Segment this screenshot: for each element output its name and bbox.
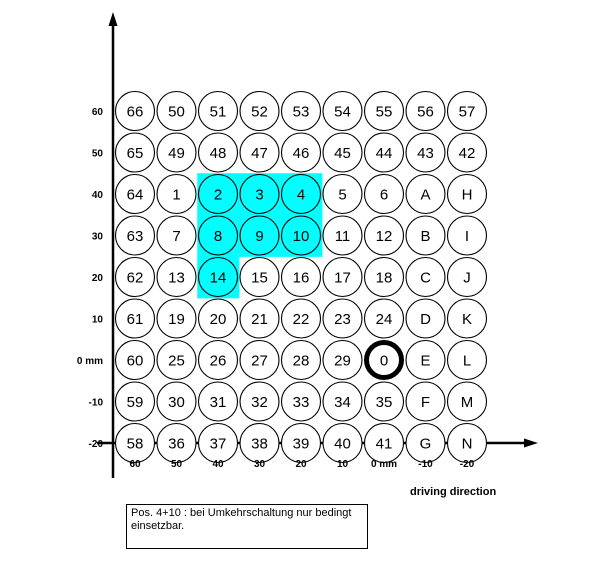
position-61: [116, 299, 155, 338]
x-tick-label--20: -20: [459, 459, 475, 470]
position-label: M: [460, 394, 474, 411]
position-label: 64: [126, 186, 144, 204]
position-35: [365, 382, 404, 421]
position-label: 10: [292, 228, 310, 245]
position-e: [406, 341, 445, 380]
position-58: [116, 424, 155, 463]
y-tick-label-0-mm: 0 mm: [76, 356, 103, 367]
y-axis-arrowhead: [109, 12, 118, 26]
position-24: [365, 299, 404, 338]
position-f: [406, 382, 445, 421]
position-label: N: [461, 435, 473, 453]
position-42: [448, 133, 487, 172]
position-label: 53: [292, 103, 310, 121]
position-c: [406, 258, 445, 297]
y-tick-label-30: 30: [91, 231, 103, 243]
position-label: 4: [296, 186, 306, 204]
position-26: [199, 341, 238, 380]
position-34: [323, 382, 362, 421]
position-label: 62: [126, 269, 144, 287]
position-label: B: [420, 228, 431, 245]
position-65: [116, 133, 155, 172]
position-g: [406, 424, 445, 463]
position-49: [157, 133, 196, 172]
position-label: 60: [126, 352, 144, 370]
position-label: 48: [209, 145, 227, 162]
position-20: [199, 299, 238, 338]
position-label: 20: [209, 311, 227, 328]
position-41: [365, 424, 404, 463]
position-47: [240, 133, 279, 172]
position-label: 66: [126, 103, 144, 121]
y-tick-label-60: 60: [91, 107, 103, 118]
position-36: [157, 424, 196, 463]
position-label: 57: [458, 103, 476, 121]
position-label: 0: [379, 352, 389, 370]
position-label: 49: [168, 145, 185, 162]
note-line-2: einsetzbar.: [131, 520, 185, 532]
position-13: [157, 258, 196, 297]
position-b: [406, 216, 445, 255]
x-axis-tick-labels: [129, 459, 474, 470]
position-19: [157, 299, 196, 338]
position-52: [240, 92, 279, 131]
position-label: 52: [251, 103, 268, 121]
y-tick-label-40: 40: [91, 190, 103, 201]
position-48: [199, 133, 238, 172]
position-30: [157, 382, 196, 421]
position-53: [282, 92, 321, 131]
position-66: [116, 92, 155, 131]
position-label: 36: [168, 435, 185, 453]
position-label: 2: [213, 186, 223, 204]
position-label: 59: [126, 394, 144, 411]
position-label: 37: [209, 435, 227, 453]
x-axis-arrowhead: [524, 439, 538, 448]
position-43: [406, 133, 445, 172]
position-label: 15: [251, 269, 268, 287]
position-label: D: [420, 311, 431, 328]
position-label: A: [420, 186, 431, 204]
position-label: 24: [375, 311, 393, 328]
position-label: 25: [168, 352, 185, 370]
position-39: [282, 424, 321, 463]
position-55: [365, 92, 404, 131]
position-i: [448, 216, 487, 255]
position-label: 18: [375, 269, 393, 287]
position-label: 31: [209, 394, 227, 411]
position-label: 54: [334, 103, 351, 121]
position-label: 17: [334, 269, 351, 287]
position-label: C: [420, 269, 431, 287]
position-21: [240, 299, 279, 338]
position-label: 11: [334, 228, 351, 245]
position-label: 29: [334, 352, 351, 370]
position-label: 6: [379, 186, 389, 204]
position-label: 65: [126, 145, 144, 162]
y-tick-label-20: 20: [91, 273, 103, 284]
position-32: [240, 382, 279, 421]
position-12: [365, 216, 404, 255]
position-label: 51: [209, 103, 227, 121]
position-38: [240, 424, 279, 463]
position-h: [448, 175, 487, 214]
position-label: 13: [168, 269, 185, 287]
position-label: 43: [417, 145, 434, 162]
position-label: 58: [126, 435, 144, 453]
position-28: [282, 341, 321, 380]
x-tick-label-50: 50: [170, 459, 183, 470]
x-tick-label--10: -10: [418, 459, 433, 470]
position-label: 19: [168, 311, 185, 328]
position-17: [323, 258, 362, 297]
position-label: H: [461, 186, 473, 204]
driving-direction-label: driving direction: [410, 486, 497, 498]
position-label: 14: [209, 269, 227, 287]
position-40: [323, 424, 362, 463]
position-5: [323, 175, 362, 214]
position-label: 9: [255, 228, 264, 245]
position-label: 39: [292, 435, 310, 453]
position-11: [323, 216, 362, 255]
position-k: [448, 299, 487, 338]
position-31: [199, 382, 238, 421]
position-label: 26: [209, 352, 227, 370]
position-27: [240, 341, 279, 380]
position-label: 7: [172, 228, 181, 245]
note-box: [126, 504, 368, 549]
position-64: [116, 175, 155, 214]
position-25: [157, 341, 196, 380]
position-22: [282, 299, 321, 338]
position-1: [157, 175, 196, 214]
x-tick-label-0-mm: 0 mm: [370, 459, 398, 470]
position-a: [406, 175, 445, 214]
position-j: [448, 258, 487, 297]
position-label: I: [464, 228, 470, 245]
position-label: 34: [334, 394, 351, 411]
position-label: 28: [292, 352, 310, 370]
position-7: [157, 216, 196, 255]
position-label: G: [419, 435, 432, 453]
position-label: 16: [292, 269, 310, 287]
x-tick-label-30: 30: [253, 459, 266, 470]
position-label: E: [420, 352, 431, 370]
y-axis-tick-labels: [77, 107, 104, 450]
position-label: 32: [251, 394, 268, 411]
position-45: [323, 133, 362, 172]
position-cells: [116, 92, 487, 463]
y-tick-label-50: 50: [91, 148, 103, 160]
position-15: [240, 258, 279, 297]
position-33: [282, 382, 321, 421]
position-label: 63: [126, 228, 144, 245]
position-62: [116, 258, 155, 297]
position-label: 47: [251, 145, 268, 162]
note-line-1: Pos. 4+10 : bei Umkehrschaltung nur bedingt: [131, 507, 352, 519]
position-label: 23: [334, 311, 351, 328]
position-label: 45: [334, 145, 351, 162]
position-label: 8: [213, 228, 223, 245]
y-tick-label--10: -10: [88, 397, 103, 409]
position-label: 46: [292, 145, 310, 162]
position-label: 40: [334, 435, 351, 453]
position-label: 3: [255, 186, 264, 204]
position-label: 5: [338, 186, 347, 204]
position-56: [406, 92, 445, 131]
position-m: [448, 382, 487, 421]
position-label: K: [461, 311, 473, 328]
position-0: [367, 343, 402, 378]
position-51: [199, 92, 238, 131]
x-tick-label-60: 60: [129, 459, 141, 470]
position-57: [448, 92, 487, 131]
position-54: [323, 92, 362, 131]
position-44: [365, 133, 404, 172]
y-tick-label-10: 10: [91, 314, 103, 326]
y-tick-label--20: -20: [88, 439, 103, 450]
position-46: [282, 133, 321, 172]
position-l: [448, 341, 487, 380]
position-label: 38: [251, 435, 268, 453]
position-label: 61: [126, 311, 144, 328]
x-tick-label-20: 20: [295, 459, 307, 470]
position-label: 42: [458, 145, 476, 162]
position-label: 41: [375, 435, 393, 453]
position-label: 22: [292, 311, 310, 328]
position-label: 12: [375, 228, 393, 245]
position-50: [157, 92, 196, 131]
position-label: 35: [375, 394, 393, 411]
position-d: [406, 299, 445, 338]
position-29: [323, 341, 362, 380]
position-label: 56: [417, 103, 434, 121]
position-59: [116, 382, 155, 421]
position-16: [282, 258, 321, 297]
x-tick-label-10: 10: [336, 459, 349, 470]
position-label: F: [420, 394, 431, 411]
position-n: [448, 424, 487, 463]
position-18: [365, 258, 404, 297]
position-label: 27: [251, 352, 268, 370]
position-label: 55: [375, 103, 393, 121]
position-37: [199, 424, 238, 463]
position-label: L: [462, 352, 472, 370]
position-label: 1: [172, 186, 181, 204]
position-63: [116, 216, 155, 255]
position-label: 21: [251, 311, 268, 328]
position-label: 30: [168, 394, 185, 411]
position-label: 44: [375, 145, 393, 162]
position-label: 33: [292, 394, 310, 411]
position-label: J: [463, 269, 471, 287]
x-tick-label-40: 40: [212, 459, 224, 470]
position-label: 50: [168, 103, 185, 121]
position-60: [116, 341, 155, 380]
position-6: [365, 175, 404, 214]
position-23: [323, 299, 362, 338]
